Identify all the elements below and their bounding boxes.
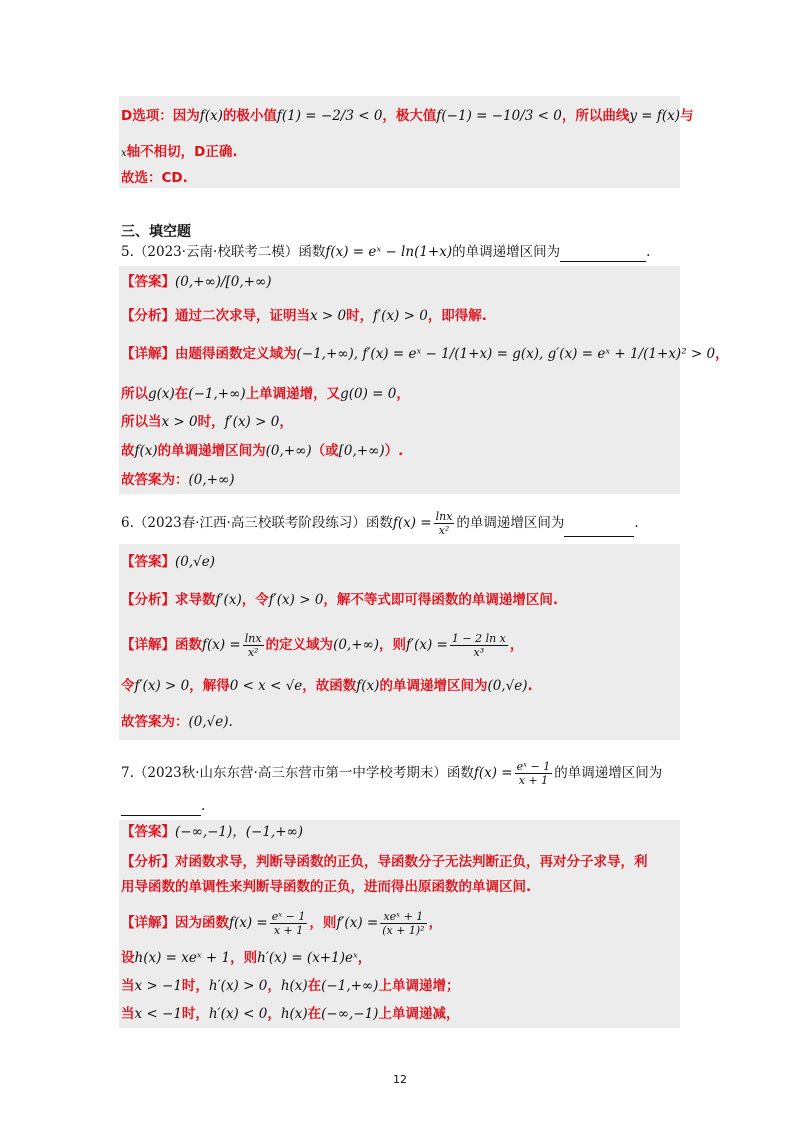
q7-detail: 【详解】因为函数f(x) = $\frac{\text{eˣ − 1}}{x + 1}$ ，则f′(x) = $\frac{\text{xeˣ + 1}}{\text{(x + 1)²}}$ ，	[121, 910, 443, 937]
q7-detail-fraction: $\frac{\text{eˣ − 1}}{x + 1}$	[271, 910, 306, 937]
q4-final-answer: 故选：CD.	[121, 170, 188, 186]
answer-blank	[560, 247, 646, 262]
answer-blank	[564, 522, 634, 537]
q5-detail-line2: 所以g(x)在(−1,+∞)上单调递增，又g(0) = 0，	[121, 386, 410, 402]
q7-derivative-fraction: $\frac{\text{xeˣ + 1}}{\text{(x + 1)²}}$	[382, 910, 425, 937]
q5-detail-line3: 所以当x > 0时，f′(x) > 0，	[121, 414, 293, 430]
q7-analysis-line2: 用导函数的单调性来判断导函数的正负，进而得出原函数的单调区间.	[121, 879, 532, 895]
q5-analysis: 【分析】通过二次求导，证明当x > 0时，f′(x) > 0，即得解.	[121, 308, 487, 324]
q5-detail-line4: 故f(x)的单调递增区间为(0,+∞)（或[0,+∞)）.	[121, 443, 404, 459]
q7-detail-line3: 当x > −1时，h′(x) > 0，h(x)在(−1,+∞)上单调递增；	[121, 978, 460, 994]
q4-option-d-line: D选项：因为f(x)的极小值f(1) = −2/3 < 0，极大值f(−1) = −10/3 < 0，所以曲线y = f(x)与	[121, 108, 694, 124]
q7-detail-line4: 当x < −1时，h′(x) < 0，h(x)在(−∞,−1)上单调递减，	[121, 1006, 460, 1022]
q7-detail-line2: 设h(x) = xeˣ + 1，则h′(x) = (x+1)eˣ，	[121, 950, 372, 966]
q7-answer: 【答案】(−∞,−1)，(−1,+∞)	[121, 824, 304, 840]
q7-formula-fraction: $\frac{\text{eˣ − 1}}{x + 1}$	[516, 760, 551, 787]
section-title: 三、填空题	[121, 224, 191, 240]
q6-derivative-fraction: $\frac{\text{1 − 2 ln x}}{\text{x³}}$	[451, 632, 506, 659]
q6-detail: 【详解】函数f(x) = $\frac{\ln x}{\text{x²}}$ 的定义域为(0,+∞)，则f′(x) = $\frac{\text{1 − 2 ln x}}{\text{x³}}$ ，	[121, 632, 524, 659]
q6-answer: 【答案】(0,√e)	[121, 554, 216, 570]
q6-detail-fraction: $\frac{\ln x}{\text{x²}}$	[244, 632, 262, 659]
q5-final-answer: 故答案为：(0,+∞)	[121, 472, 235, 488]
q6-analysis: 【分析】求导数f′(x)，令f′(x) > 0，解不等式即可得函数的单调递增区间.	[121, 592, 559, 608]
q5-answer: 【答案】(0,+∞)/[0,+∞)	[121, 274, 272, 290]
question-7-line2: .	[121, 796, 205, 816]
question-7: 7.（2023秋·山东东营·高三东营市第一中学校考期末）函数f(x) = $\frac{\text{eˣ − 1}}{x + 1}$ 的单调递增区间为	[121, 760, 663, 787]
q6-formula-fraction: $\frac{\ln x}{\text{x²}}$	[435, 510, 453, 537]
page-number: 12	[393, 1073, 407, 1086]
q6-final-answer: 故答案为：(0,√e).	[121, 714, 233, 730]
question-5: 5.（2023·云南·校联考二模）函数f(x) = eˣ − ln(1+x)的单调递增区间为 .	[121, 244, 651, 260]
question-6: 6.（2023春·江西·高三校联考阶段练习）函数f(x) = $\frac{\ln x}{\text{x²}}$ 的单调递增区间为 .	[121, 510, 639, 537]
answer-blank	[121, 801, 201, 816]
q7-analysis: 【分析】对函数求导，判断导函数的正负，导函数分子无法判断正负，再对分子求导，利	[121, 854, 648, 870]
q5-detail: 【详解】由题得函数定义域为(−1,+∞), f′(x) = eˣ − 1/(1+x) = g(x), g′(x) = eˣ + 1/(1+x)² > 0，	[121, 346, 729, 362]
q6-detail-line2: 令f′(x) > 0，解得0 < x < √e，故函数f(x)的单调递增区间为(0,√e).	[121, 678, 533, 694]
q4-option-d-line2: x轴不相切，D正确.	[121, 144, 238, 160]
